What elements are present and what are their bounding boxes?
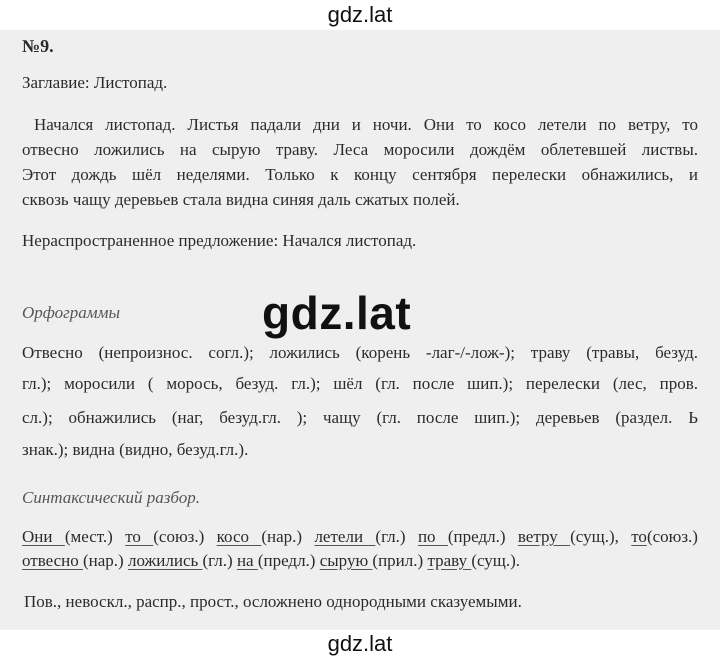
syn-word: летели (гл.) (314, 527, 418, 546)
watermark-top: gdz.lat (327, 2, 393, 27)
syntax-summary: Пов., невоскл., распр., прост., осложнено однородными сказуемыми. (24, 592, 522, 611)
orthogram-line-4: знак.); видна (видно, безуд.гл.). (22, 440, 249, 459)
syn-word: косо (нар.) (216, 527, 315, 546)
syn-word: сырую (прил.) (319, 551, 428, 570)
watermark-bottom: gdz.lat (327, 631, 393, 656)
orthogram-line-1: Отвесно (непроизнос. согл.); ложились (корень -лаг-/-лож-); траву (травы, безуд. (22, 343, 698, 362)
syn-word: ветру (сущ.), (517, 527, 632, 546)
orthograms-heading: Орфограммы (22, 303, 120, 322)
syn-word: Они (мест.) (22, 527, 126, 546)
syn-word: то(союз.) (631, 527, 698, 546)
syntax-heading: Синтаксический разбор. (22, 488, 200, 507)
text-line-4: сквозь чащу деревьев стала видна синяя даль сжатых полей. (22, 190, 460, 209)
syn-word: траву (сущ.). (427, 551, 521, 570)
syn-word: на (предл.) (236, 551, 320, 570)
syntax-line-1 (22, 525, 698, 549)
text-line-1: Начался листопад. Листья падали дни и ночи. Они то косо летели по ветру, то (34, 115, 698, 134)
orthogram-line-3: сл.); обнажились (наг, безуд.гл. ); чащу (гл. после шип.); деревьев (раздел. Ь (22, 408, 698, 427)
watermark-center: gdz.lat (262, 287, 412, 339)
orthogram-line-2: гл.); моросили ( морось, безуд. гл.); шёл (гл. после шип.); перелески (лес, пров. (22, 374, 698, 393)
syntax-line-2 (22, 549, 520, 573)
nonextended-sentence: Нераспространенное предложение: Начался листопад. (22, 231, 417, 250)
task-number: №9. (22, 36, 54, 56)
text-line-2: отвесно ложились на сырую траву. Леса моросили дождём облетевшей листвы. (22, 140, 698, 159)
syn-word: ложились (гл.) (127, 551, 237, 570)
syn-word: отвесно (нар.) (22, 551, 128, 570)
syn-word: по (предл.) (417, 527, 518, 546)
text-line-3: Этот дождь шёл неделями. Только к концу сентября перелески обнажились, и (22, 165, 698, 184)
syn-word: то (союз.) (125, 527, 217, 546)
title-line: Заглавие: Листопад. (22, 73, 168, 92)
